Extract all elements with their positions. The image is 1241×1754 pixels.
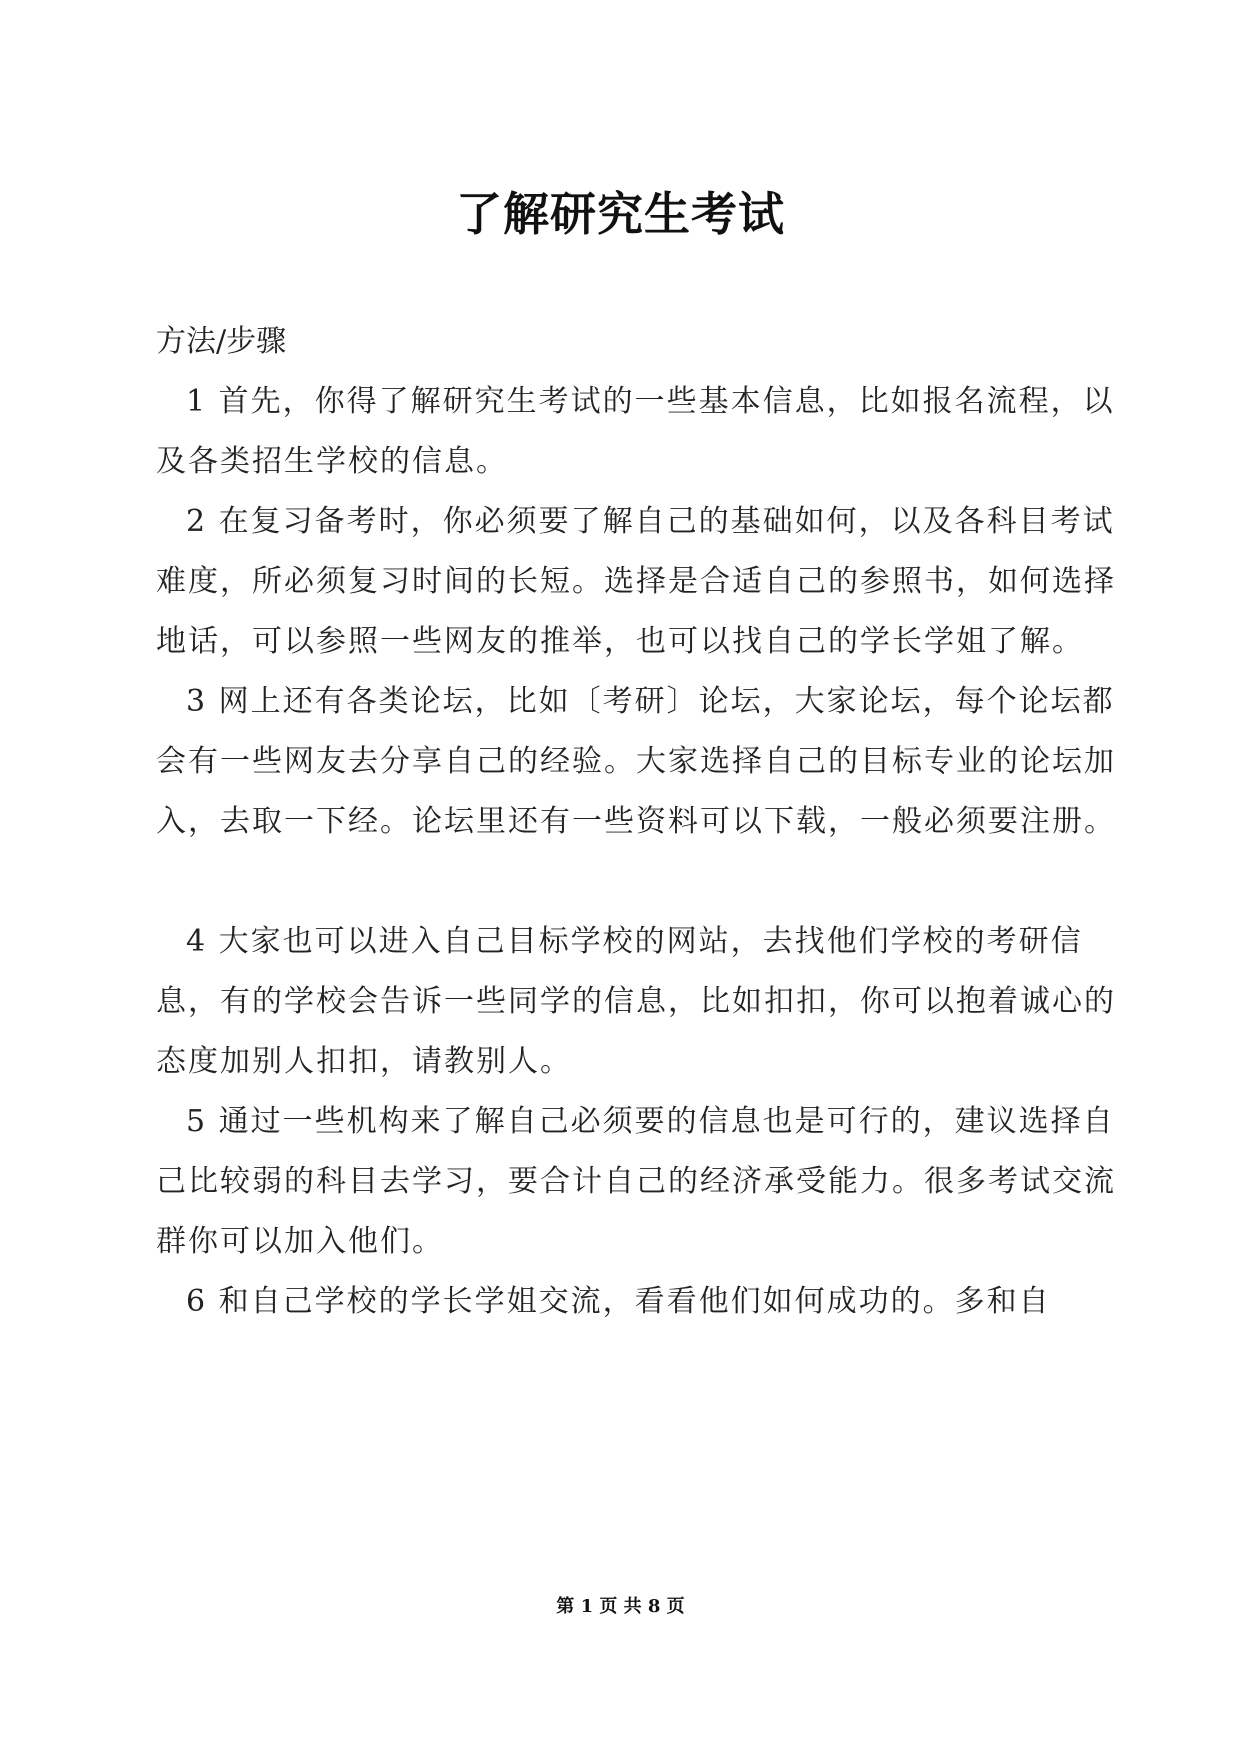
paragraph-step-6: 6 和自己学校的学长学姐交流，看看他们如何成功的。多和自 <box>186 1284 1051 1319</box>
paragraph-step-4: 4 大家也可以进入自己目标学校的网站，去找他们学校的考研信息，有的学校会告诉一些同学的信息，比如扣扣，你可以抱着诚心的态度加别人扣扣，请教别人。 <box>156 924 1116 1079</box>
paragraph-spacer <box>156 852 1116 912</box>
paragraph-step-1: 1 首先，你得了解研究生考试的一些基本信息，比如报名流程，以及各类招生学校的信息。 <box>156 384 1115 479</box>
document-body <box>156 312 1116 1332</box>
paragraph-step-3: 3 网上还有各类论坛，比如〔考研〕论坛，大家论坛，每个论坛都会有一些网友去分享自己的经验。大家选择自己的目标专业的论坛加入，去取一下经。论坛里还有一些资料可以下载，一般必须要注册。 <box>156 684 1116 839</box>
section-heading: 方法/步骤 <box>156 324 287 359</box>
document-title: 了解研究生考试 <box>456 187 785 241</box>
paragraph-step-5: 5 通过一些机构来了解自己必须要的信息也是可行的，建议选择自己比较弱的科目去学习，要合计自己的经济承受能力。很多考试交流群你可以加入他们。 <box>156 1104 1116 1259</box>
page-number-footer: 第 1 页 共 8 页 <box>556 1596 685 1617</box>
paragraph-step-2: 2 在复习备考时，你必须要了解自己的基础如何，以及各科目考试难度，所必须复习时间的长短。选择是合适自己的参照书，如何选择地话，可以参照一些网友的推举，也可以找自己的学长学姐了解。 <box>156 504 1116 659</box>
